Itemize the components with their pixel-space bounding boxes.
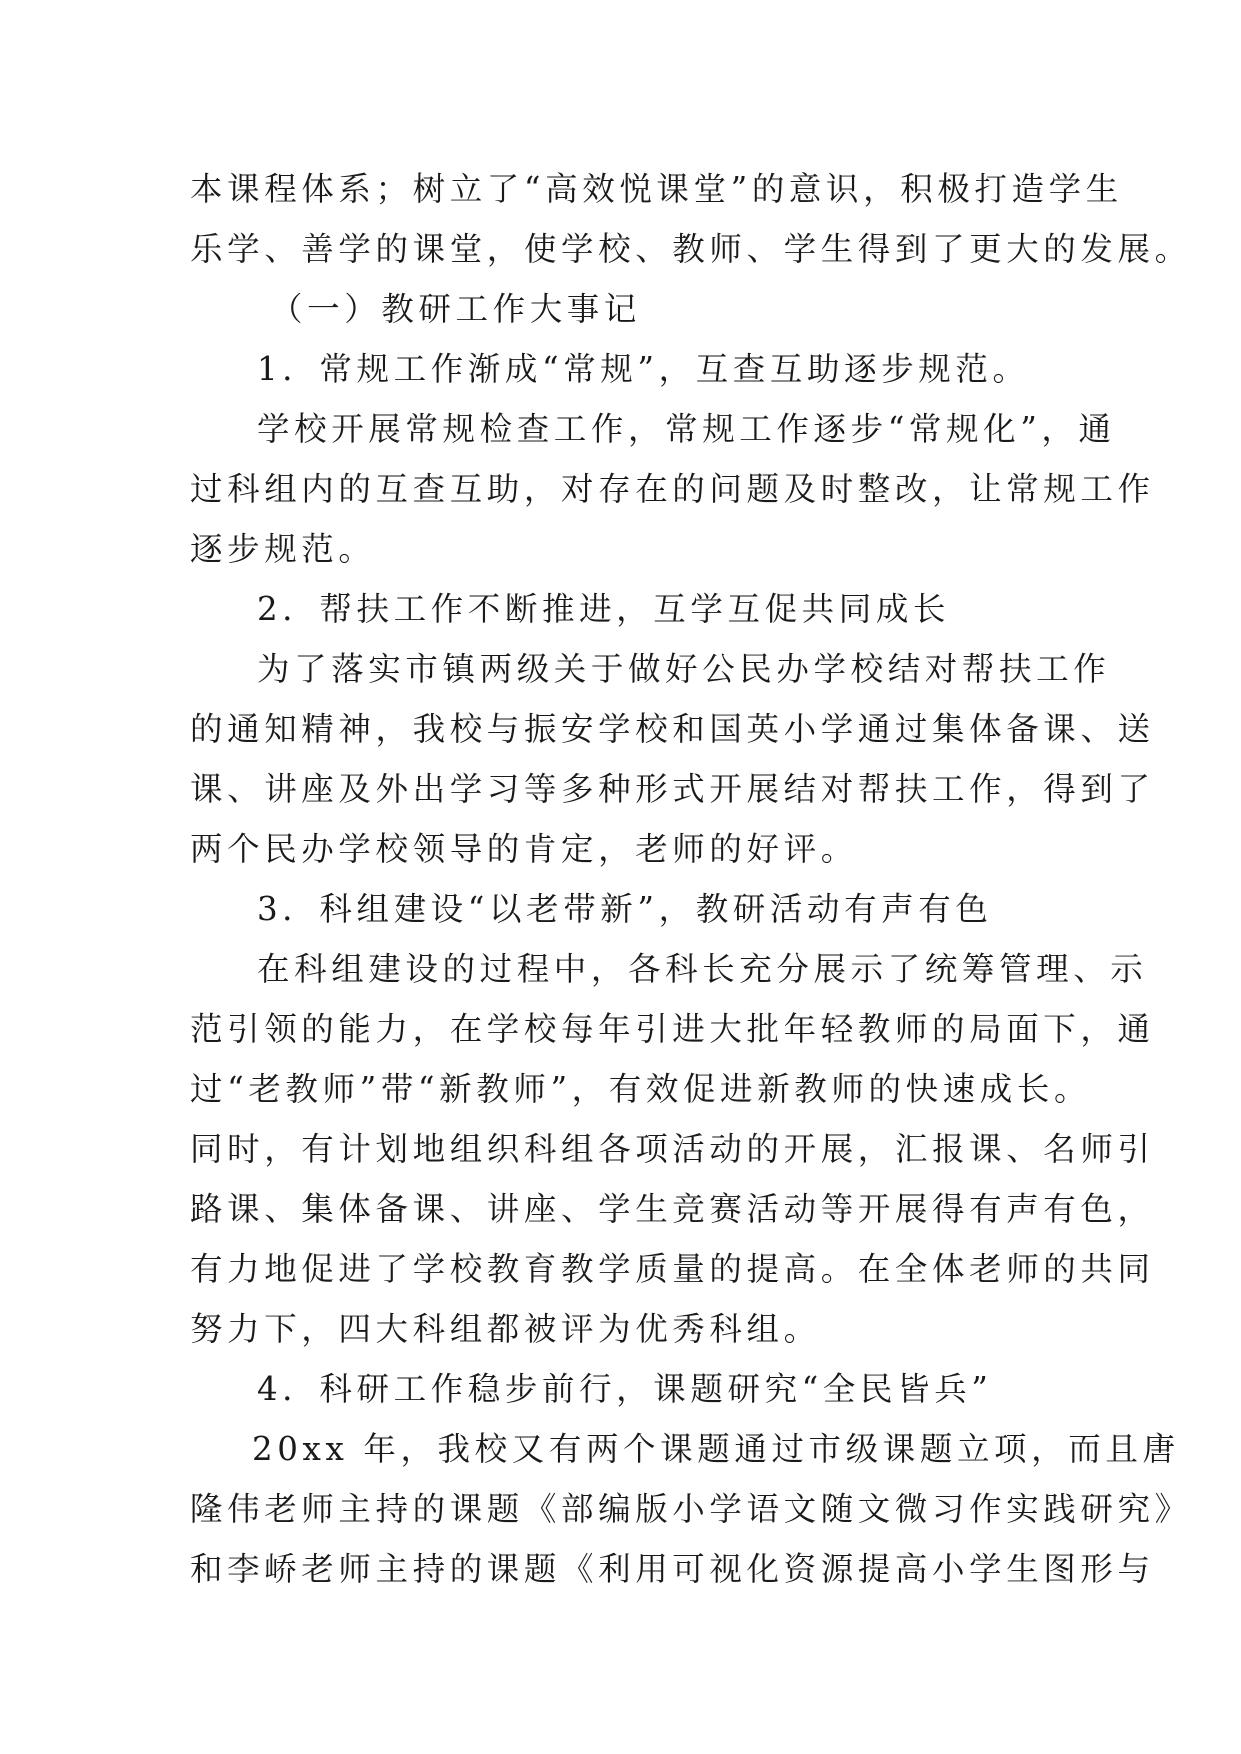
text-line: 两个民办学校领导的肯定，老师的好评。 bbox=[190, 830, 858, 868]
text-line: 努力下，四大科组都被评为优秀科组。 bbox=[190, 1310, 821, 1348]
document-page bbox=[190, 159, 1192, 1599]
text-line: 和李峤老师主持的课题《利用可视化资源提高小学生图形与 bbox=[190, 1550, 1155, 1588]
text-line: 路课、集体备课、讲座、学生竞赛活动等开展得有声有色， bbox=[190, 1190, 1155, 1228]
text-line: 本课程体系；树立了“高效悦课堂”的意识，积极打造学生 bbox=[190, 170, 1123, 208]
text-line: 有力地促进了学校教育教学质量的提高。在全体老师的共同 bbox=[190, 1250, 1155, 1288]
text-line: 过科组内的互查互助，对存在的问题及时整改，让常规工作 bbox=[190, 470, 1155, 508]
item-heading: 4．科研工作稳步前行，课题研究“全民皆兵” bbox=[257, 1370, 993, 1408]
text-line: 课、讲座及外出学习等多种形式开展结对帮扶工作，得到了 bbox=[190, 770, 1155, 808]
text-line: 隆伟老师主持的课题《部编版小学语文随文微习作实践研究》 bbox=[190, 1490, 1192, 1528]
item-heading: 1．常规工作渐成“常规”，互查互助逐步规范。 bbox=[257, 350, 1030, 388]
text-line: 逐步规范。 bbox=[190, 530, 376, 568]
text-line: 乐学、善学的课堂，使学校、教师、学生得到了更大的发展。 bbox=[190, 230, 1192, 268]
text-line: 的通知精神，我校与振安学校和国英小学通过集体备课、送 bbox=[190, 710, 1155, 748]
item-heading: 2．帮扶工作不断推进，互学互促共同成长 bbox=[257, 590, 951, 628]
section-heading: （一）教研工作大事记 bbox=[270, 290, 642, 328]
text-line: 在科组建设的过程中，各科长充分展示了统筹管理、示 bbox=[257, 950, 1148, 988]
item-heading: 3．科组建设“以老带新”，教研活动有声有色 bbox=[257, 890, 993, 928]
text-line: 范引领的能力，在学校每年引进大批年轻教师的局面下，通 bbox=[190, 1010, 1155, 1048]
text-line: 为了落实市镇两级关于做好公民办学校结对帮扶工作 bbox=[257, 650, 1111, 688]
text-line: 20xx 年，我校又有两个课题通过市级课题立项，而且唐 bbox=[252, 1430, 1180, 1468]
text-line: 学校开展常规检查工作，常规工作逐步“常规化”，通 bbox=[257, 410, 1116, 448]
text-line: 同时，有计划地组织科组各项活动的开展，汇报课、名师引 bbox=[190, 1130, 1155, 1168]
text-line: 过“老教师”带“新教师”，有效促进新教师的快速成长。 bbox=[190, 1070, 1092, 1108]
